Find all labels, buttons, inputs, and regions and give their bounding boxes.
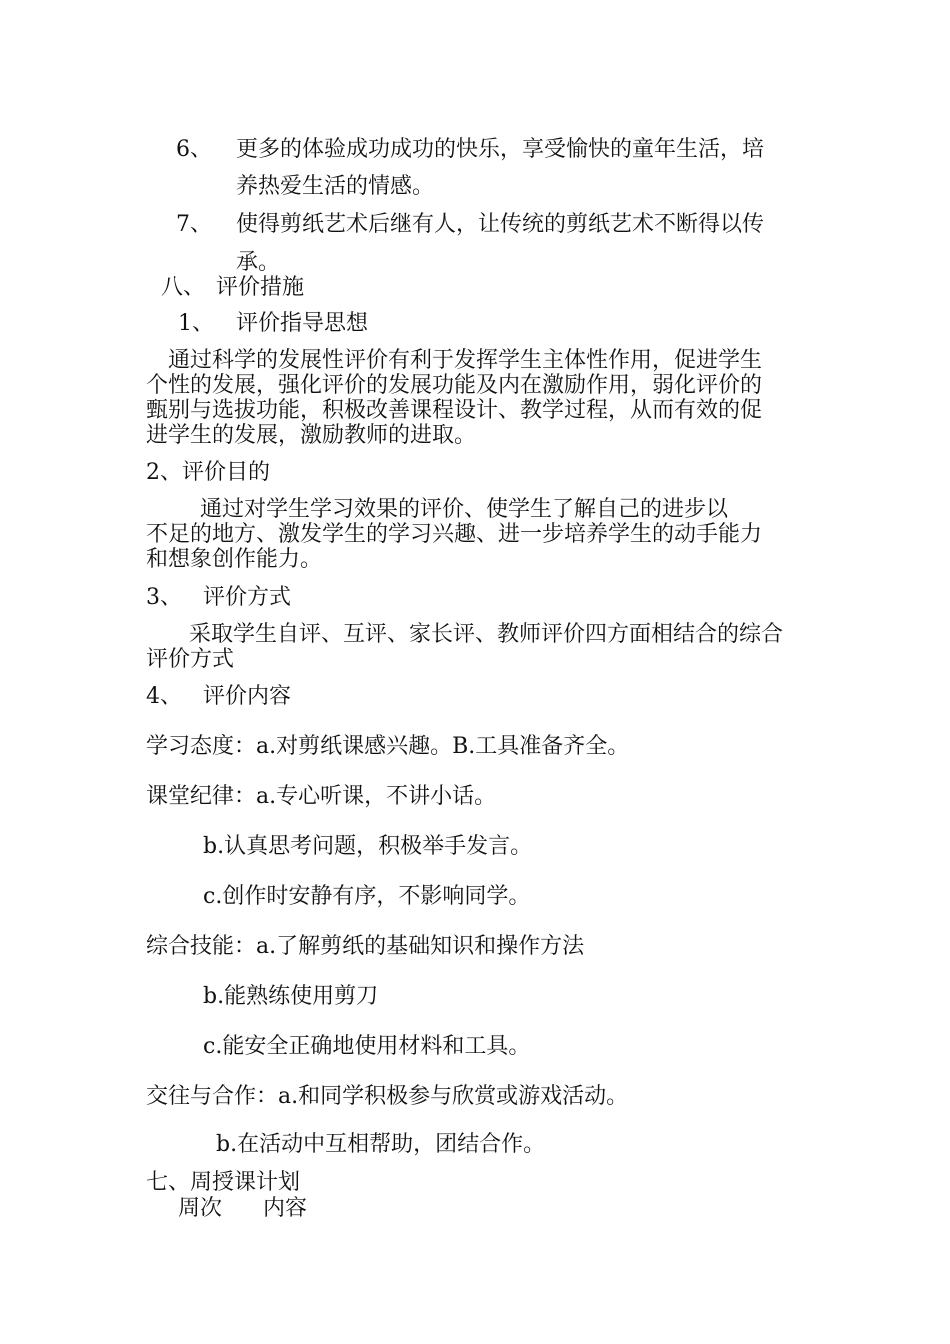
table-header-week: 周次 <box>178 1196 223 1221</box>
paragraph-2-line-3: 和想象创作能力。 <box>146 547 323 572</box>
paragraph-1-line-3: 甄别与选拔功能，积极改善课程设计、教学过程，从而有效的促 <box>146 398 763 423</box>
table-header-content: 内容 <box>263 1196 308 1221</box>
subheading-number: 1、 <box>178 311 214 336</box>
list-item-6-continued: 养热爱生活的情感。 <box>236 174 435 199</box>
paragraph-1-line-2: 个性的发展，强化评价的发展功能及内在激励作用，弱化评价的 <box>146 373 763 398</box>
criteria-classroom-discipline-c: c.创作时安静有序，不影响同学。 <box>203 884 531 909</box>
list-number: 7、 <box>176 212 212 237</box>
list-number: 6、 <box>176 137 212 162</box>
criteria-learning-attitude: 学习态度：a.对剪纸课感兴趣。B.工具准备齐全。 <box>146 734 630 759</box>
paragraph-3-line-2: 评价方式 <box>146 647 235 672</box>
list-text: 更多的体验成功成功的快乐，享受愉快的童年生活，培 <box>236 137 765 162</box>
criteria-classroom-discipline-a: 课堂纪律：a.专心听课，不讲小话。 <box>146 784 497 809</box>
section-title: 评价措施 <box>216 275 305 300</box>
list-item-7-continued: 承。 <box>236 250 281 275</box>
paragraph-3-line-1: 采取学生自评、互评、家长评、教师评价四方面相结合的综合 <box>189 622 784 647</box>
subheading-title: 评价内容 <box>203 684 292 709</box>
criteria-classroom-discipline-b: b.认真思考问题，积极举手发言。 <box>203 834 533 859</box>
paragraph-1-line-4: 进学生的发展，激励教师的进取。 <box>146 423 477 448</box>
list-text: 使得剪纸艺术后继有人，让传统的剪纸艺术不断得以传 <box>236 212 765 237</box>
criteria-skills-c: c.能安全正确地使用材料和工具。 <box>203 1034 531 1059</box>
paragraph-2-line-1: 通过对学生学习效果的评价、使学生了解自己的进步以 <box>200 497 729 522</box>
criteria-skills-b: b.能熟练使用剪刀 <box>203 984 379 1009</box>
criteria-cooperation-b: b.在活动中互相帮助，团结合作。 <box>216 1132 546 1157</box>
subheading-2: 2、评价目的 <box>146 460 270 485</box>
subheading-number: 4、 <box>146 684 182 709</box>
section-heading-7: 七、周授课计划 <box>146 1170 301 1195</box>
paragraph-1-line-1: 通过科学的发展性评价有利于发挥学生主体性作用，促进学生 <box>168 348 763 373</box>
criteria-skills-a: 综合技能：a.了解剪纸的基础知识和操作方法 <box>146 934 585 959</box>
subheading-title: 评价方式 <box>203 585 292 610</box>
subheading-title: 评价指导思想 <box>236 311 369 336</box>
paragraph-2-line-2: 不足的地方、激发学生的学习兴趣、进一步培养学生的动手能力 <box>146 522 763 547</box>
criteria-cooperation-a: 交往与合作：a.和同学积极参与欣赏或游戏活动。 <box>146 1084 629 1109</box>
section-number: 八、 <box>161 275 206 300</box>
subheading-number: 3、 <box>146 585 182 610</box>
